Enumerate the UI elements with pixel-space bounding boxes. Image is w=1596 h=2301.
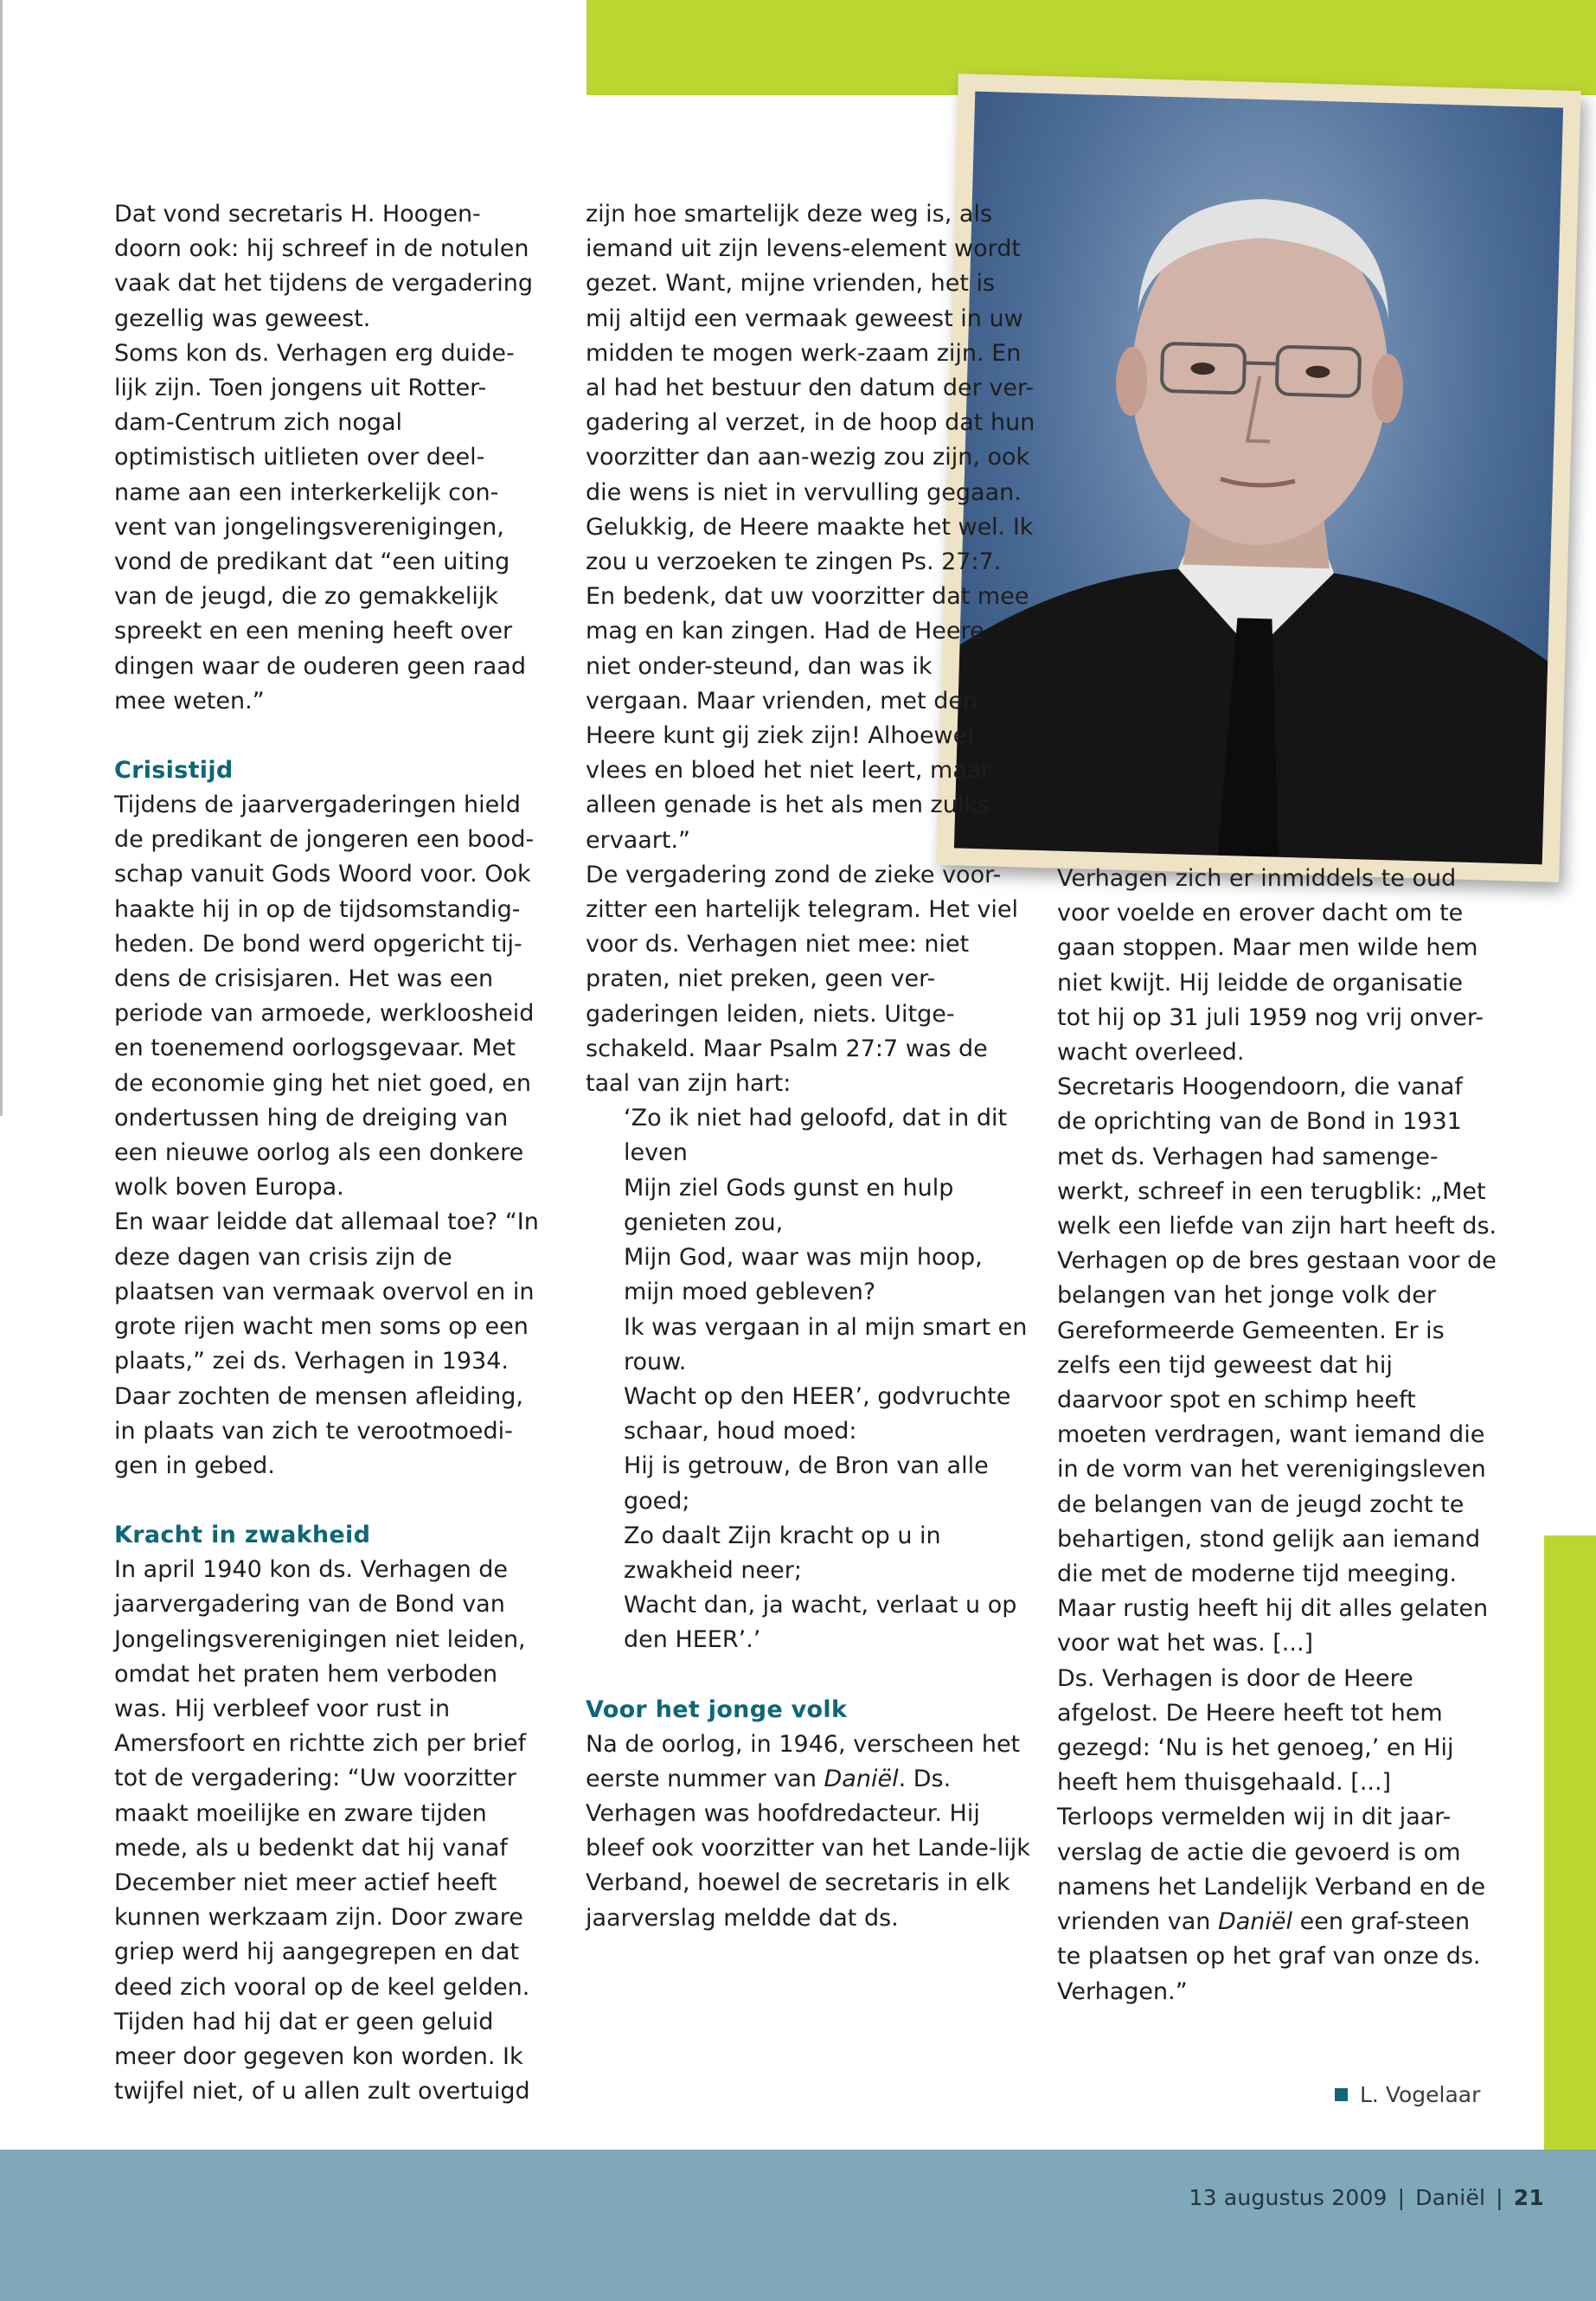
article-column-3	[1057, 862, 1498, 2009]
side-accent-bar	[1544, 1535, 1596, 2150]
footer-band	[0, 2150, 1596, 2301]
page-footer: 13 augustus 2009 | Daniël | 21	[1189, 2185, 1544, 2210]
page-number: 21	[1513, 2185, 1544, 2210]
paragraph: De vergadering zond de zieke voor-zitter een hartelijk telegram. Het viel voor ds. Verhagen niet mee: niet praten, niet preken, geen ver-gaderingen leiden, niets. Uitge-schakeld. Maar Psalm 27:7 was de taal van zijn hart:	[586, 861, 1018, 1098]
paragraph: Verhagen zich er inmiddels te oud voor voelde en erover dacht om te gaan stoppen. Maar men wilde hem niet kwijt. Hij leidde de organisatie tot hij op 31 juli 1959 nog vrij onver-wacht overleed.	[1057, 865, 1484, 1067]
article-column-1	[114, 197, 547, 2109]
author-signature	[1335, 2082, 1480, 2107]
poem-line: Mijn ziel Gods gunst en hulp genieten zou,	[624, 1174, 954, 1236]
poem-line: Wacht dan, ja wacht, verlaat u op den HEER’.’	[624, 1592, 1017, 1654]
magazine-name: Daniël	[1415, 2185, 1486, 2210]
paragraph: zijn hoe smartelijk deze weg is, als iemand uit zijn levens-element wordt gezet. Want, mijne vrienden, het is mij altijd een vermaak geweest in uw midden te mogen werk-zaam zijn. En al had het bestuur den datum der ver-gadering al verzet, in de hoop dat hun voorzitter dan aan-wezig zou zijn, ook die wens is niet in vervulling gegaan. Gelukkig, de Heere maakte het wel. Ik zou u verzoeken te zingen Ps. 27:7. En bedenk, dat uw voorzitter dat mee mag en kan zingen. Had de Heere niet onder-steund, dan was ik vergaan. Maar vrienden, met den Heere kunt gij ziek zijn! Alhoewel vlees en bloed het niet leert, maar alleen genade is het als men zulks ervaart.”	[586, 201, 1035, 854]
poem-line: Zo daalt Zijn kracht op u in zwakheid neer;	[624, 1522, 941, 1584]
section-heading-kracht-in-zwakheid: Kracht in zwakheid	[114, 1522, 371, 1549]
section-heading-crisistijd: Crisistijd	[114, 757, 234, 785]
poem-line: Hij is getrouw, de Bron van alle goed;	[624, 1452, 989, 1515]
paragraph: Soms kon ds. Verhagen erg duide-lijk zijn. Toen jongens uit Rotter-dam-Centrum zich nogal optimistisch uitlieten over deel-name aan een interkerkelijk con-vent van jongelingsverenigingen, vond de predikant dat “een uiting van de jeugd, die zo gemakkelijk spreekt en een mening heeft over dingen waar de ouderen geen raad mee weten.”	[114, 339, 526, 715]
poem-line: Wacht op den HEER’, godvruchte schaar, houd moed:	[624, 1382, 1011, 1445]
paragraph: En waar leidde dat allemaal toe? “In deze dagen van crisis zijn de plaatsen van vermaak overvol en in grote rijen wacht men soms op een plaats,” zei ds. Verhagen in 1934. Daar zochten de mensen afleiding, in plaats van zich te verootmoedi-gen in gebed.	[114, 1208, 539, 1479]
author-name: L. Vogelaar	[1360, 2082, 1481, 2107]
portrait-photo	[954, 92, 1563, 865]
paragraph: Ds. Verhagen is door de Heere afgelost. De Heere heeft tot hem gezegd: ‘Nu is het genoeg,’ en Hij heeft hem thuisgehaald. [...]	[1057, 1664, 1454, 1797]
poem-line: Ik was vergaan in al mijn smart en rouw.	[624, 1313, 1028, 1375]
paragraph: Dat vond secretaris H. Hoogen-doorn ook: hij schreef in de notulen vaak dat het tijdens de vergadering gezellig was geweest.	[114, 201, 533, 332]
paragraph: In april 1940 kon ds. Verhagen de jaarvergadering van de Bond van Jongelingsverenigingen niet leiden, omdat het praten hem verboden was. Hij verbleef voor rust in Amersfoort en richtte zich per brief tot de vergadering: “Uw voorzitter maakt moeilijke en zware tijden mede, als u bedenkt dat hij vanaf December niet meer actief heeft kunnen werkzaam zijn. Door zware griep werd hij aangegrepen en dat deed zich vooral op de keel gelden. Tijden had hij dat er geen geluid meer door gegeven kon worden. Ik twijfel niet, of u allen zult overtuigd	[114, 1556, 530, 2106]
square-bullet-icon	[1335, 2088, 1348, 2101]
left-margin-rule	[0, 0, 3, 1116]
psalm-quote	[586, 1101, 1035, 1657]
paragraph: Terloops vermelden wij in dit jaar-verslag de actie die gevoerd is om namens het Landelijk Verband en de vrienden van Daniël een graf-steen te plaatsen op het graf van onze ds. Verhagen.”	[1057, 1804, 1486, 2005]
poem-line: ‘Zo ik niet had geloofd, dat in dit leven	[624, 1105, 1008, 1167]
portrait-illustration	[954, 92, 1563, 865]
paragraph: Secretaris Hoogendoorn, die vanaf de oprichting van de Bond in 1931 met ds. Verhagen had samenge-werkt, schreef in een terugblik: „Met welk een liefde van zijn hart heeft ds. Verhagen op de bres gestaan voor de belangen van het jonge volk der Gereformeerde Gemeenten. Er is zelfs een tijd geweest dat hij daarvoor spot en schimp heeft moeten verdragen, want iemand die in de vorm van het verenigingsleven de belangen van de jeugd zocht te behartigen, stond gelijk aan iemand die met de moderne tijd meeging. Maar rustig heeft hij dit alles gelaten voor wat het was. [...]	[1057, 1074, 1497, 1657]
article-column-2	[586, 197, 1035, 1936]
paragraph: Tijdens de jaarvergaderingen hield de predikant de jongeren een bood-schap vanuit Gods Woord voor. Ook haakte hij in op de tijdsomstandig-heden. De bond werd opgericht tij-dens de crisisjaren. Het was een periode van armoede, werkloosheid en toenemend oorlogsgevaar. Met de economie ging het niet goed, en ondertussen hing de dreiging van een nieuwe oorlog als een donkere wolk boven Europa.	[114, 792, 535, 1202]
section-heading-voor-het-jonge-volk: Voor het jonge volk	[586, 1695, 848, 1723]
issue-date: 13 augustus 2009	[1189, 2185, 1388, 2210]
paragraph: Na de oorlog, in 1946, verscheen het eerste nummer van Daniël. Ds. Verhagen was hoofdredacteur. Hij bleef ook voorzitter van het Lande-lijk Verband, hoewel de secretaris in elk jaarverslag meldde dat ds.	[586, 1730, 1030, 1932]
poem-line: Mijn God, waar was mijn hoop, mijn moed gebleven?	[624, 1244, 983, 1306]
